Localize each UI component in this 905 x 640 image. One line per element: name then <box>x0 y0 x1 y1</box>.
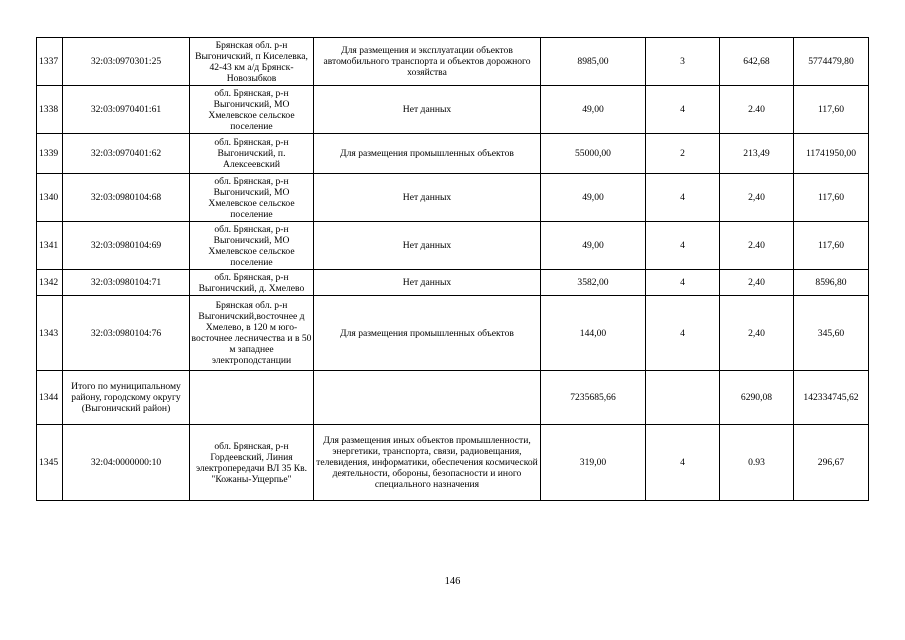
address: обл. Брянская, р-н Выгоничский, МО Хмелевское сельское поселение <box>190 86 314 134</box>
permitted-use: Нет данных <box>314 222 541 270</box>
specific-value: 213,49 <box>720 134 794 174</box>
specific-value: 642,68 <box>720 38 794 86</box>
row-number: 1343 <box>37 296 63 371</box>
group-number: 4 <box>646 425 720 501</box>
total-label: Итого по муниципальному району, городскому округу (Выгоничский район) <box>63 371 190 425</box>
total-row <box>37 371 869 425</box>
address: обл. Брянская, р-н Гордеевский, Линия электропередачи ВЛ 35 Кв. "Кожаны-Ущерпье" <box>190 425 314 501</box>
cadastral-number: 32:03:0970401:62 <box>63 134 190 174</box>
address: Брянская обл. р-н Выгоничский,восточнее д Хмелево, в 120 м юго-восточнее лесничества и в 50 м западнее электроподстанции <box>190 296 314 371</box>
group-number: 4 <box>646 270 720 296</box>
row-number: 1340 <box>37 174 63 222</box>
specific-value: 2.40 <box>720 86 794 134</box>
permitted-use: Для размещения промышленных объектов <box>314 134 541 174</box>
row-number: 1339 <box>37 134 63 174</box>
address: обл. Брянская, р-н Выгоничский, МО Хмелевское сельское поселение <box>190 174 314 222</box>
cadastral-number: 32:03:0980104:71 <box>63 270 190 296</box>
row-number: 1341 <box>37 222 63 270</box>
cadastral-value: 345,60 <box>794 296 869 371</box>
permitted-use: Нет данных <box>314 86 541 134</box>
cadastral-value: 117,60 <box>794 222 869 270</box>
row-number: 1345 <box>37 425 63 501</box>
address: Брянская обл. р-н Выгоничский, п Киселевка, 42-43 км а/д Брянск-Новозыбков <box>190 38 314 86</box>
area: 8985,00 <box>541 38 646 86</box>
cadastral-number: 32:03:0980104:76 <box>63 296 190 371</box>
total-specific-value: 6290,08 <box>720 371 794 425</box>
row-number: 1344 <box>37 371 63 425</box>
cadastral-number: 32:03:0970401:61 <box>63 86 190 134</box>
table-row <box>37 425 869 501</box>
row-number: 1342 <box>37 270 63 296</box>
area: 3582,00 <box>541 270 646 296</box>
cadastral-value: 296,67 <box>794 425 869 501</box>
cadastral-value: 5774479,80 <box>794 38 869 86</box>
permitted-use: Для размещения иных объектов промышленности, энергетики, транспорта, связи, радиовещания, телевидения, информатики, обеспечения космической деятельности, обороны, безопасности и иного специального назначения <box>314 425 541 501</box>
address: обл. Брянская, р-н Выгоничский, п. Алексеевский <box>190 134 314 174</box>
group-number: 4 <box>646 296 720 371</box>
cadastral-number: 32:03:0980104:69 <box>63 222 190 270</box>
address <box>190 371 314 425</box>
group-number: 4 <box>646 174 720 222</box>
address: обл. Брянская, р-н Выгоничский, МО Хмелевское сельское поселение <box>190 222 314 270</box>
permitted-use: Для размещения и эксплуатации объектов автомобильного транспорта и объектов дорожного хозяйства <box>314 38 541 86</box>
specific-value: 2,40 <box>720 296 794 371</box>
permitted-use: Нет данных <box>314 174 541 222</box>
cadastral-value-table <box>36 37 869 501</box>
area: 55000,00 <box>541 134 646 174</box>
cadastral-number: 32:03:0980104:68 <box>63 174 190 222</box>
area: 49,00 <box>541 86 646 134</box>
permitted-use: Нет данных <box>314 270 541 296</box>
cadastral-value: 117,60 <box>794 174 869 222</box>
group-number: 3 <box>646 38 720 86</box>
total-cadastral-value: 142334745,62 <box>794 371 869 425</box>
group-number: 4 <box>646 86 720 134</box>
group-number: 4 <box>646 222 720 270</box>
row-number: 1337 <box>37 38 63 86</box>
specific-value: 0.93 <box>720 425 794 501</box>
total-area: 7235685,66 <box>541 371 646 425</box>
area: 49,00 <box>541 174 646 222</box>
group-number <box>646 371 720 425</box>
table-row <box>37 174 869 222</box>
area: 319,00 <box>541 425 646 501</box>
cadastral-number: 32:03:0970301:25 <box>63 38 190 86</box>
specific-value: 2,40 <box>720 174 794 222</box>
table-row <box>37 270 869 296</box>
table-row <box>37 38 869 86</box>
table-row <box>37 296 869 371</box>
area: 49,00 <box>541 222 646 270</box>
table-row <box>37 86 869 134</box>
area: 144,00 <box>541 296 646 371</box>
permitted-use <box>314 371 541 425</box>
cadastral-value: 8596,80 <box>794 270 869 296</box>
table-row <box>37 222 869 270</box>
address: обл. Брянская, р-н Выгоничский, д. Хмелево <box>190 270 314 296</box>
table-row <box>37 134 869 174</box>
page-number: 146 <box>444 576 461 587</box>
group-number: 2 <box>646 134 720 174</box>
permitted-use: Для размещения промышленных объектов <box>314 296 541 371</box>
cadastral-value: 117,60 <box>794 86 869 134</box>
cadastral-value: 11741950,00 <box>794 134 869 174</box>
row-number: 1338 <box>37 86 63 134</box>
specific-value: 2.40 <box>720 222 794 270</box>
cadastral-number: 32:04:0000000:10 <box>63 425 190 501</box>
specific-value: 2,40 <box>720 270 794 296</box>
